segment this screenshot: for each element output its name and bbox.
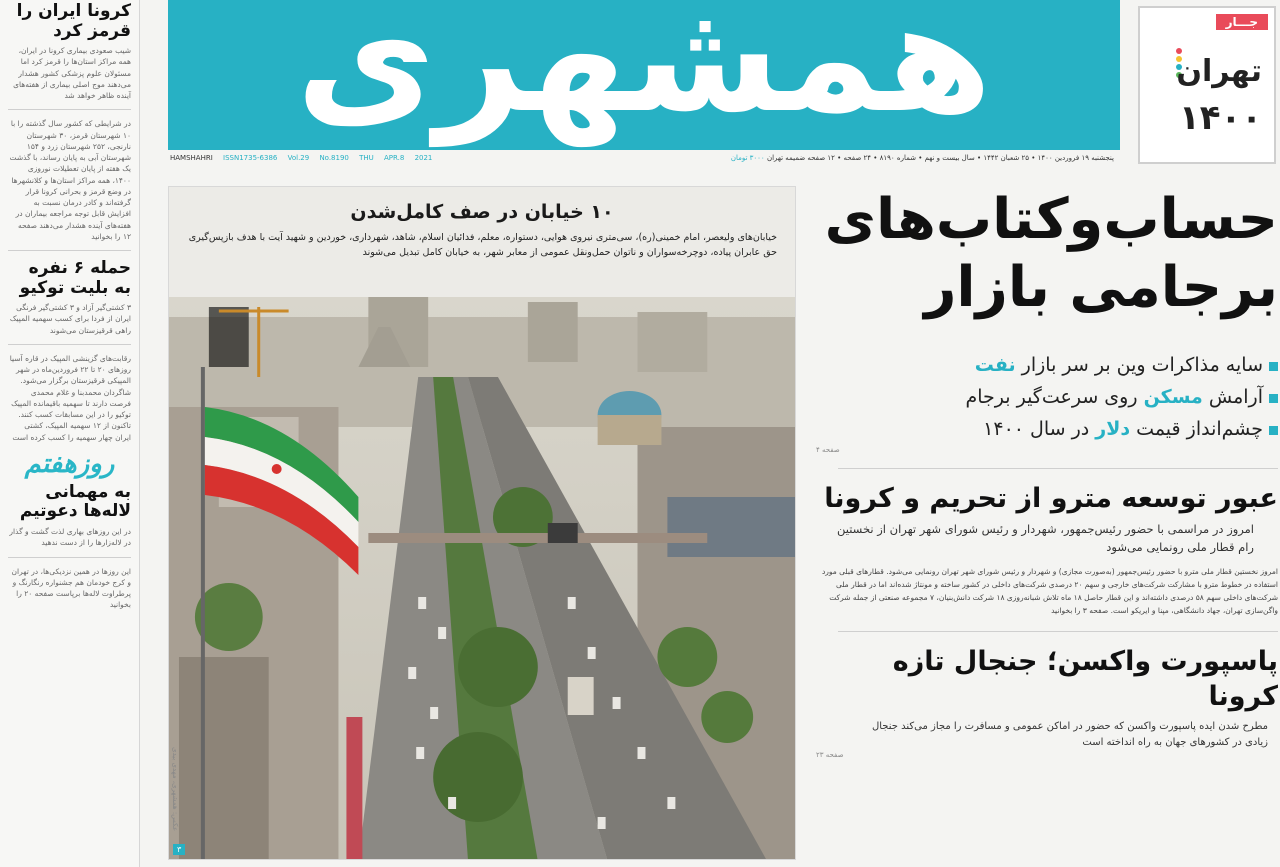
- photo-caption: [169, 187, 795, 297]
- bullet-square-icon: [1269, 394, 1278, 403]
- meta-en-vol: Vol.29: [287, 154, 310, 162]
- metro-headline[interactable]: عبور توسعه مترو از تحریم و کرونا: [824, 482, 1278, 514]
- meta-en-no: No.8190: [319, 154, 349, 162]
- badge-year: ۱۴۰۰: [1178, 98, 1262, 138]
- metro-body: امروز نخستین قطار ملی مترو با حضور رئیس‌جمهور (به‌صورت مجازی) و شهردار و رئیس شورای شهر تهران رونمایی می‌شود. قطارهای قبلی مورد استفاده در خطوط مترو با مشارکت شرکت‌های خارجی و سهم ۲۰ درصدی شرکت‌های داخلی در کشور ساخته و مونتاژ شده‌اند اما در قطار ملی شرکت‌های داخلی سهم ۵۸ درصدی داشته‌اند و این قطار حاصل ۱۸ ماه تلاش شبانه‌روزی ۱۸ شرکت دانش‌بنیان، ۷ مجموعه صنعتی از جمله شرکت واگن‌سازی تهران، جهاد دانشگاهی، مپنا و ایریکو است. صفحه ۳ را بخوانید: [821, 567, 1278, 615]
- bullet-item[interactable]: [816, 413, 1278, 445]
- divider: [8, 109, 131, 110]
- issue-meta-bar: [168, 151, 1120, 167]
- bullet-keyword: نفت: [974, 353, 1016, 376]
- tehran-1400-badge[interactable]: [1138, 6, 1276, 164]
- bullet-keyword: دلار: [1095, 418, 1131, 441]
- divider: [8, 250, 131, 251]
- bullet-square-icon: [1269, 426, 1278, 435]
- issue-meta-persian: [725, 154, 1114, 162]
- sidebar-headline-tokyo[interactable]: حمله ۶ نفره به بلیت توکیو: [19, 258, 131, 298]
- bullet-text: سایه مذاکرات وین بر سر بازار: [1015, 353, 1263, 376]
- lead-headline[interactable]: [816, 186, 1278, 323]
- newspaper-logo[interactable]: همشهری: [295, 0, 993, 146]
- meta-en-issn: ISSN1735-6386: [223, 154, 278, 162]
- divider: [8, 557, 131, 558]
- badge-city: تهران: [1176, 54, 1262, 89]
- sidebar-text-tulips-dek: در این روزهای بهاری لذت گشت و گذار در لاله‌زارها را از دست ندهید: [9, 527, 131, 548]
- bullet-text: آرامش: [1202, 385, 1263, 408]
- lead-bullets: [816, 349, 1278, 446]
- photo-page-number: ۳: [173, 844, 185, 855]
- photo-story[interactable]: [168, 186, 796, 860]
- masthead: [168, 0, 1120, 150]
- badge-tag: جـــار: [1216, 14, 1268, 30]
- sidebar-headline-corona[interactable]: کرونا ایران را قرمز کرد: [16, 1, 131, 41]
- lead-page-ref: صفحه ۴: [816, 445, 840, 454]
- vaccine-passport-headline[interactable]: پاسپورت واکسن؛ جنجال تازه کرونا: [892, 646, 1278, 713]
- bullet-text: روی سرعت‌گیر برجام: [965, 385, 1144, 408]
- sidebar-headline-tulips[interactable]: به مهمانی لاله‌ها دعوتیم: [19, 481, 131, 522]
- bullet-item[interactable]: [816, 381, 1278, 413]
- street-photo: [169, 297, 795, 860]
- photo-story-text: خیابان‌های ولیعصر، امام خمینی(ره)، سی‌متری نیروی هوایی، دستواره، معلم، فدائیان اسلام، شاهد، شهرداری، خوردین و شهید آیت با هدف بازپس‌گیری حق عابران پیاده، دوچرخه‌سواران و ناتوان حمل‌ونقل عمومی از معابر شهر، به خیابان کامل تبدیل می‌شوند: [188, 232, 777, 258]
- bullet-square-icon: [1269, 362, 1278, 371]
- metro-dek: امروز در مراسمی با حضور رئیس‌جمهور، شهردار و رئیس شورای شهر تهران از نخستین رام قطار ملی رونمایی می‌شود: [836, 521, 1254, 554]
- left-sidebar: [0, 0, 140, 867]
- meta-en-name: HAMSHAHRI: [170, 154, 213, 162]
- bullet-text: در سال ۱۴۰۰: [983, 418, 1096, 441]
- issue-date-info: پنجشنبه ۱۹ فروردین ۱۴۰۰ • ۲۵ شعبان ۱۴۴۲ • سال بیست و نهم • شماره ۸۱۹۰ • ۲۴ صفحه • ۱۲ صفحه ضمیمه تهران: [766, 154, 1114, 162]
- photo-credit: عکس: همشهری، مهدی بیدی: [171, 747, 179, 832]
- divider: [838, 468, 1278, 469]
- bullet-item[interactable]: [816, 349, 1278, 381]
- lead-headline-line2: برجامی بازار: [924, 255, 1278, 321]
- sidebar-text-tokyo-body: رقابت‌های گزینشی المپیک در قاره آسیا روزهای ۲۰ تا ۲۲ فروردین‌ماه در شهر المپیکی قرقیزستان برگزار می‌شود. شاگردان محمدبنا و غلام محمدی فرصت دارند تا سهمیه باقیمانده المپیک توکیو را در این مسابقات کسب کنند. تاکنون از ۱۲ سهمیه المپیک، کشتی ایران چهار سهمیه را کسب کرده است: [9, 353, 131, 442]
- bullet-text: چشم‌انداز قیمت: [1130, 418, 1263, 441]
- meta-en-date: APR.8: [384, 154, 405, 162]
- divider: [838, 631, 1278, 632]
- issue-meta-english: [170, 154, 440, 162]
- vaccine-page-ref: صفحه ۲۳: [816, 750, 844, 759]
- lead-headline-line1: حساب‌وکتاب‌های: [824, 187, 1278, 252]
- vaccine-passport-dek: مطرح شدن ایده پاسپورت واکسن که حضور در اماکن عمومی و مسافرت را مجاز می‌کند جنجال زیادی در کشورهای جهان به راه انداخته است: [871, 720, 1268, 748]
- bullet-keyword: مسکن: [1143, 385, 1203, 408]
- sidebar-text-corona-dek: شیب صعودی بیماری کرونا در ایران، همه مراکز استان‌ها را قرمز کرد اما مسئولان علوم پزشکی کشور هشدار می‌دهند موج اصلی بیماری از هفته‌های آینده ظاهر خواهد شد: [13, 46, 131, 101]
- sidebar-text-tulips-body: این روزها در همین نزدیکی‌ها، در تهران و کرج خودمان هم جشنواره رنگارنگ و پرطراوت لاله‌ها برپاست صفحه ۲۰ را بخوانید: [11, 566, 131, 610]
- sidebar-text-corona-body: در شرایطی که کشور سال گذشته را با ۱۰ شهرستان قرمز، ۳۰ شهرستان نارنجی، ۲۵۲ شهرستان زرد و ۱۵۴ شهرستان آبی به پایان رساند، با گذشت یک هفته از پایان تعطیلات نوروزی ۱۴۰۰، همه مراکز استان‌ها و کلانشهرها در وضع قرمز و بحرانی کرونا قرار گرفته‌اند و کادر درمان نسبت به افزایش قابل توجه مراجعه بیماران در هفته‌های آینده هشدار می‌دهند صفحه ۱۲ را بخوانید: [9, 119, 131, 241]
- issue-price: ۳۰۰۰ تومان: [730, 154, 765, 162]
- meta-en-year: 2021: [414, 154, 433, 162]
- meta-en-day: THU: [359, 154, 374, 162]
- rooz-haftom-logo: روزهفتم: [24, 448, 115, 479]
- sidebar-text-tokyo-dek: ۳ کشتی‌گیر آزاد و ۳ کشتی‌گیر فرنگی ایران از فردا برای کسب سهمیه المپیک راهی قرقیزستان می‌شوند: [9, 303, 131, 335]
- photo-story-title[interactable]: ۱۰ خیابان در صف کامل‌شدن: [350, 201, 614, 223]
- divider: [8, 344, 131, 345]
- right-column: [816, 186, 1278, 860]
